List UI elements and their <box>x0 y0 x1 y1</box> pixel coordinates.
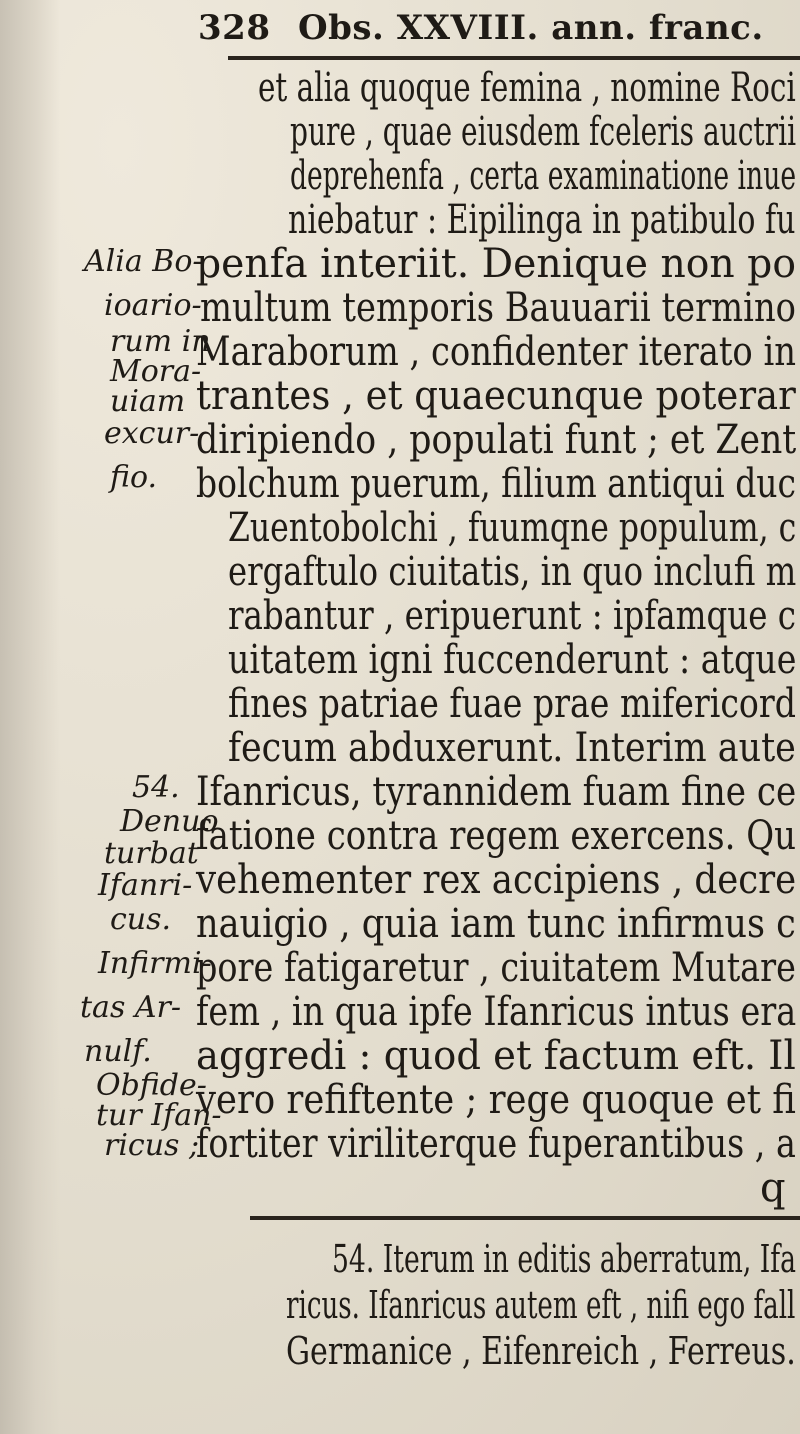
footnote-line: ricus. Ifanricus autem eft , nifi ego fall <box>286 1283 796 1327</box>
margin-note: excur- <box>104 416 200 451</box>
margin-note: rum in <box>110 324 211 359</box>
margin-note: 54. <box>132 770 180 805</box>
margin-note: uiam <box>110 384 186 419</box>
text-line: vehementer rex accipiens , decre <box>196 857 797 903</box>
text-line: ergaftulo ciuitatis, in quo inclufi m <box>228 549 797 595</box>
margin-note: Infirmi- <box>98 946 212 981</box>
text-line: et alia quoque femina , nomine Roci <box>258 65 796 111</box>
footnote-line: 54. Iterum in editis aberratum, Ifa <box>332 1237 796 1281</box>
text-line: pure , quae eiusdem fceleris auctrii <box>290 109 797 155</box>
page-number: 328 <box>198 8 271 48</box>
catchword: q <box>760 1165 786 1211</box>
margin-note: Denuo <box>120 804 219 839</box>
margin-note: Obfide- <box>96 1068 207 1103</box>
running-title: Obs. XXVIII. ann. franc. <box>298 8 764 48</box>
text-line: pore fatigaretur , ciuitatem Mutare <box>196 945 796 991</box>
text-line: fortiter viriliterque fuperantibus , a <box>196 1121 796 1167</box>
margin-note: Mora- <box>110 354 202 389</box>
text-line: deprehenfa , certa examinatione inue <box>290 153 797 199</box>
margin-note: ricus ; <box>104 1128 200 1163</box>
text-line: multum temporis Bauuarii termino <box>200 285 796 331</box>
text-line: bolchum puerum, filium antiqui duc <box>196 461 796 507</box>
text-line: aggredi : quod et factum eft. Il <box>196 1033 796 1079</box>
text-line: diripiendo , populati funt ; et Zent <box>196 417 797 463</box>
text-line: fem , in qua ipfe Ifanricus intus era <box>196 989 797 1035</box>
margin-note: fio. <box>110 460 158 495</box>
margin-note: turbat <box>104 836 199 871</box>
text-line: nauigio , quia iam tunc infirmus c <box>196 901 796 947</box>
text-line: Maraborum , confidenter iterato in <box>196 329 797 375</box>
text-line: uitatem igni fuccenderunt : atque <box>228 637 797 683</box>
margin-note: cus. <box>110 902 172 937</box>
page-gutter-shadow <box>0 0 60 1434</box>
header-rule <box>228 56 800 60</box>
footnote-rule <box>250 1216 800 1220</box>
margin-note: Alia Bo- <box>84 244 203 279</box>
text-line: fines patriae fuae prae mifericord <box>228 681 796 727</box>
margin-note: nulf. <box>84 1034 152 1069</box>
text-line: trantes , et quaecunque poterar <box>196 373 796 419</box>
text-line: fatione contra regem exercens. Qu <box>196 813 796 859</box>
text-line: fecum abduxerunt. Interim aute <box>228 725 796 771</box>
page-header <box>198 6 800 52</box>
text-line: rabantur , eripuerunt : ipfamque c <box>228 593 797 639</box>
margin-note: tur Ifan- <box>96 1098 222 1133</box>
footnote-line: Germanice , Eifenreich , Ferreus. <box>286 1329 796 1373</box>
text-line: niebatur : Eipilinga in patibulo fu <box>288 197 796 243</box>
text-line: vero refiftente ; rege quoque et fi <box>196 1077 796 1123</box>
text-line: penfa interiit. Denique non po <box>196 241 796 287</box>
margin-note: tas Ar- <box>80 990 182 1025</box>
margin-note: Ifanri- <box>98 868 193 903</box>
text-line: Ifanricus, tyrannidem fuam fine ce <box>196 769 797 815</box>
margin-note: ioario- <box>104 288 202 323</box>
text-line: Zuentobolchi , fuumqne populum, c <box>228 505 797 551</box>
